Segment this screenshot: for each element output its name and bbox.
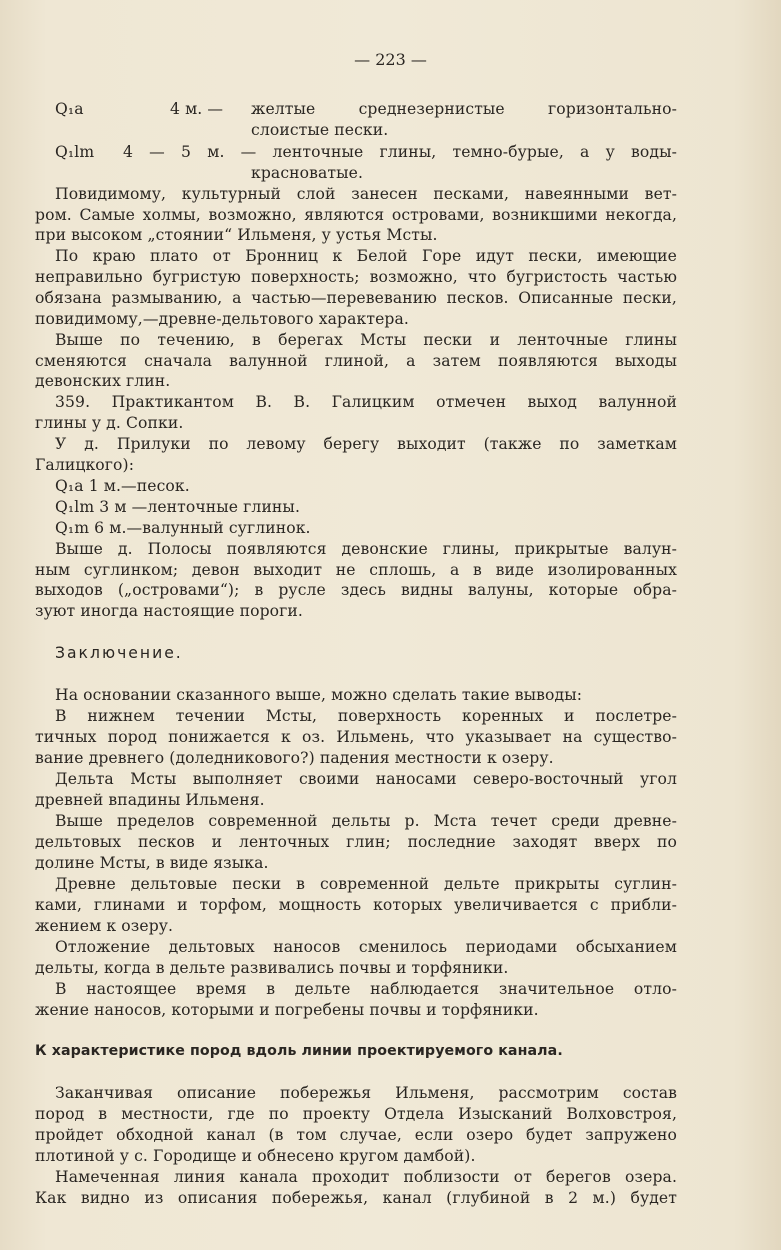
- text-line: У д. Прилуки по левому берегу выходит (также по заметкам: [55, 435, 677, 453]
- text-line: Выше пределов современной дельты р. Мста течет среди древне-: [55, 812, 677, 830]
- text-line: повидимому,—древне-дельтового характера.: [35, 310, 409, 328]
- text-line: Как видно из описания побережья, канал (глубиной в 2 м.) будет: [35, 1189, 677, 1207]
- text-line: дельты, когда в дельте развивались почвы и торфяники.: [35, 959, 509, 977]
- text-line: девонских глин.: [35, 372, 171, 390]
- formula-code: Q₁a: [55, 100, 84, 118]
- text-line: На основании сказанного выше, можно сделать такие выводы:: [55, 686, 583, 704]
- text-line: ками, глинами и торфом, мощность которых увеличивается с прибли-: [35, 896, 677, 914]
- text-line: слоистые пески.: [251, 121, 389, 139]
- text-line: жением к озеру.: [35, 917, 174, 935]
- text-line: Отложение дельтовых наносов сменилось периодами обсыханием: [55, 938, 677, 956]
- text-line: Намеченная линия канала проходит поблизости от берегов озера.: [55, 1168, 677, 1186]
- text-line: неправильно бугристую поверхность; возможно, что бугристость частью: [35, 268, 677, 286]
- text-line: зуют иногда настоящие пороги.: [35, 602, 303, 620]
- formula-line: Q₁lm 3 м —ленточные глины.: [55, 498, 300, 516]
- text-line: сменяются сначала валунной глиной, а затем появляются выходы: [35, 352, 677, 370]
- text-line: выходов („островами“); в русле здесь видны валуны, которые обра-: [35, 581, 677, 599]
- text-line: плотиной у с. Городище и обнесено кругом дамбой).: [35, 1147, 476, 1165]
- text-line: 359. Практикантом В. В. Галицким отмечен выход валунной: [55, 393, 677, 411]
- text-line: Галицкого):: [35, 456, 135, 474]
- text-line: По краю плато от Бронниц к Белой Горе идут пески, имеющие: [55, 247, 677, 265]
- text-line: Заканчивая описание побережья Ильменя, рассмотрим состав: [55, 1084, 677, 1102]
- text-line: Древне дельтовые пески в современной дельте прикрыты суглин-: [55, 875, 677, 893]
- text-line: долине Мсты, в виде языка.: [35, 854, 269, 872]
- text-line: В нижнем течении Мсты, поверхность коренных и послетре-: [55, 707, 677, 725]
- text-line: Повидимому, культурный слой занесен песками, навеянными вет-: [55, 185, 677, 203]
- text-line: жение наносов, которыми и погребены почвы и торфяники.: [35, 1001, 539, 1019]
- formula-depth: 4 м. —: [170, 100, 224, 118]
- formula-line: Q₁m 6 м.—валунный суглинок.: [55, 519, 311, 537]
- text-line: В настоящее время в дельте наблюдается значительное отло-: [55, 980, 677, 998]
- page-number: — 223 —: [354, 50, 427, 69]
- text-line: желтые среднезернистые горизонтально-: [251, 100, 677, 118]
- text-line: дельтовых песков и ленточных глин; последние заходят вверх по: [35, 833, 677, 851]
- text-line: Выше по течению, в берегах Мсты пески и ленточные глины: [55, 331, 677, 349]
- section-heading: Заключение.: [55, 644, 183, 662]
- text-line: при высоком „стоянии“ Ильменя, у устья Мсты.: [35, 226, 438, 244]
- formula-code: Q₁lm: [55, 143, 95, 161]
- text-line: 4 — 5 м. — ленточные глины, темно-бурые, а у воды-: [123, 143, 677, 161]
- formula-line: Q₁a 1 м.—песок.: [55, 477, 190, 495]
- text-line: тичных пород понижается к оз. Ильмень, что указывает на существо-: [35, 728, 677, 746]
- text-line: Дельта Мсты выполняет своими наносами северо-восточный угол: [55, 770, 677, 788]
- text-line: красноватые.: [251, 164, 364, 182]
- text-line: пройдет обходной канал (в том случае, если озеро будет запружено: [35, 1126, 677, 1144]
- text-line: вание древнего (доледникового?) падения местности к озеру.: [35, 749, 554, 767]
- text-line: Выше д. Полосы появляются девонские глины, прикрытые валун-: [55, 540, 677, 558]
- text-line: ным суглинком; девон выходит не сплошь, а в виде изолированных: [35, 561, 677, 579]
- section-heading-bold: К характеристике пород вдоль линии проектируемого канала.: [35, 1043, 563, 1059]
- text-line: глины у д. Сопки.: [35, 414, 184, 432]
- text-line: древней впадины Ильменя.: [35, 791, 265, 809]
- text-line: ром. Самые холмы, возможно, являются островами, возникшими некогда,: [35, 206, 677, 224]
- text-line: пород в местности, где по проекту Отдела Изысканий Волховстроя,: [35, 1105, 677, 1123]
- text-line: обязана размыванию, а частью—перевеванию песков. Описанные пески,: [35, 289, 677, 307]
